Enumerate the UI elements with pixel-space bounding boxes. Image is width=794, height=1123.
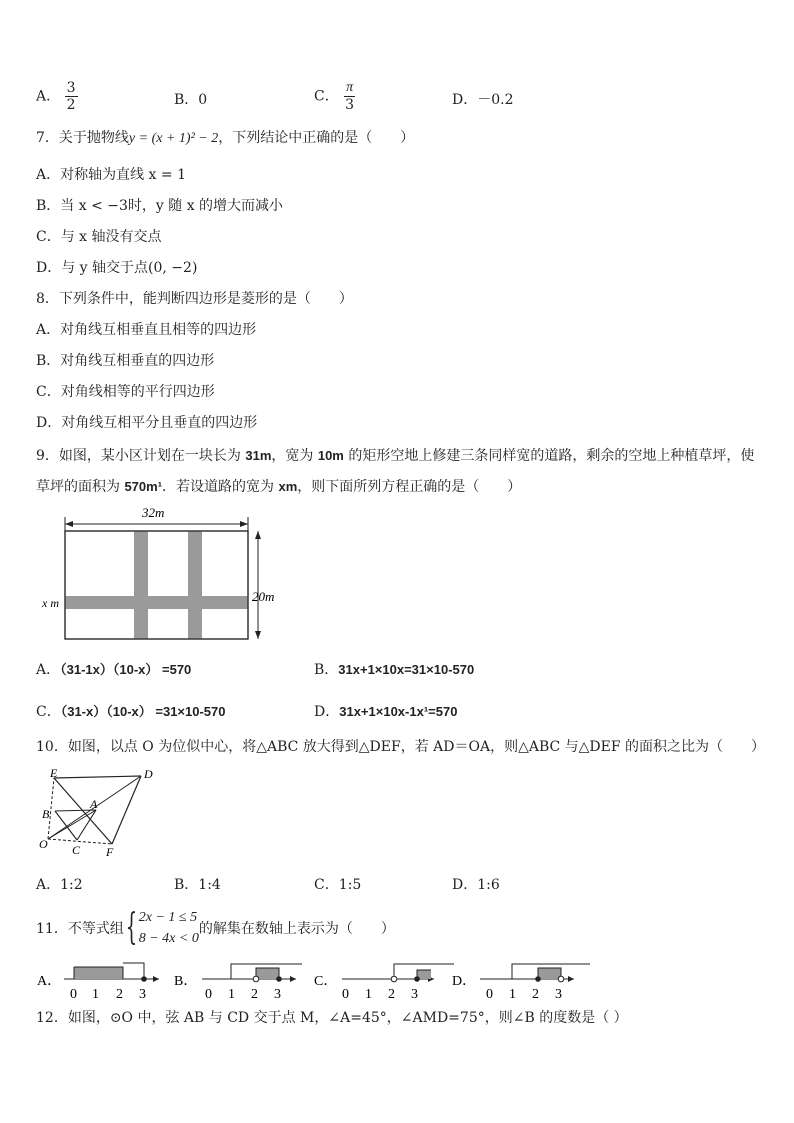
option-label: D． xyxy=(314,704,340,720)
point-F-label: F xyxy=(106,845,114,859)
q6-option-a xyxy=(36,80,78,113)
fraction xyxy=(65,80,78,113)
denominator: 3 xyxy=(345,97,355,113)
q11-stem xyxy=(36,906,395,950)
point-A-label: A xyxy=(90,797,98,811)
q9-stem-line1 xyxy=(36,446,754,466)
tick-label: 1 xyxy=(92,987,99,1002)
segment-BC xyxy=(55,811,77,840)
tick-label: 3 xyxy=(555,987,562,1002)
inequality-system xyxy=(139,907,199,949)
stem-text: 草坪的面积为 xyxy=(36,479,125,495)
system-brace: { xyxy=(125,907,138,948)
road-horizontal xyxy=(65,596,248,609)
stem-text: ，则下面所列方程正确的是（ ） xyxy=(297,479,522,495)
tick-label: 1 xyxy=(509,987,516,1002)
tick-label: 2 xyxy=(251,987,258,1002)
q9-option-c xyxy=(36,701,226,721)
arrowhead xyxy=(255,531,261,539)
arrowhead xyxy=(255,631,261,639)
inequality-1: 2x − 1 ≤ 5 xyxy=(138,910,198,925)
q8-option-a: A．对角线互相垂直且相等的四边形 xyxy=(36,322,257,338)
q8-option-d: D．对角线互相平分且垂直的四边形 xyxy=(36,415,258,431)
tick-label: 2 xyxy=(388,987,395,1002)
segment-ED xyxy=(54,776,141,778)
tick-label: 0 xyxy=(70,987,77,1002)
option-label: A． xyxy=(36,662,61,678)
option-label: D． xyxy=(452,92,478,108)
field-rect xyxy=(65,531,248,639)
shaded-region xyxy=(74,967,123,979)
q6-option-d xyxy=(452,89,514,109)
option-equation: 31x+1×10x=31×10-570 xyxy=(338,662,475,677)
q11-option-d xyxy=(452,964,590,1002)
solution-bracket xyxy=(123,963,144,979)
denominator: 2 xyxy=(66,97,76,113)
numerator: π xyxy=(346,80,354,95)
option-label: C． xyxy=(314,974,338,989)
option-equation: （31-x）（10-x） =31×10-570 xyxy=(60,704,226,719)
fraction xyxy=(343,80,356,113)
q7-option-b: B．当 x < −3时，y 随 x 的增大而减小 xyxy=(36,198,284,214)
open-point xyxy=(391,976,397,982)
open-point xyxy=(253,976,259,982)
point-O-label: O xyxy=(39,837,48,851)
stem-text: ，宽为 xyxy=(271,448,318,464)
q10-figure xyxy=(34,766,164,862)
tick-label: 0 xyxy=(342,987,349,1002)
stem-value: 570m¹ xyxy=(124,479,163,494)
option-label: A． xyxy=(37,974,62,989)
q8-stem: 8．下列条件中，能判断四边形是菱形的是（ ） xyxy=(36,291,353,307)
option-equation: 31x+1×10x-1x¹=570 xyxy=(339,704,458,719)
option-label: A． xyxy=(36,88,61,105)
tick-label: 1 xyxy=(228,987,235,1002)
point-B-label: B xyxy=(42,807,50,821)
numerator: 3 xyxy=(66,80,76,96)
closed-point xyxy=(276,976,282,982)
q7-option-d: D．与 y 轴交于点(0, −2) xyxy=(36,260,198,276)
stem-text: 的矩形空地上修建三条同样宽的道路，剩余的空地上种植草坪，使 xyxy=(343,448,755,464)
option-label: B． xyxy=(174,92,199,108)
stem-value: 10m xyxy=(317,448,344,463)
inequality-2: 8 − 4x < 0 xyxy=(138,931,199,946)
q12-stem: 12．如图，⊙O 中，弦 AB 与 CD 交于点 M，∠A=45°，∠AMD=75°，则∠B 的度数是（ ） xyxy=(36,1010,628,1026)
q8-option-b: B．对角线互相垂直的四边形 xyxy=(36,353,215,369)
option-label: C． xyxy=(314,88,339,105)
equation: y = (x + 1)² − 2 xyxy=(128,131,219,146)
stem-text: 11．不等式组 xyxy=(36,921,124,937)
closed-point xyxy=(141,976,147,982)
shaded-region xyxy=(538,968,561,979)
closed-point xyxy=(414,976,420,982)
tick-label: 3 xyxy=(411,987,418,1002)
width-label: 32m xyxy=(142,505,165,520)
axis-arrow xyxy=(153,976,159,982)
arrowhead xyxy=(240,521,248,527)
stem-text: 9．如图，某小区计划在一块长为 xyxy=(36,448,246,464)
arrowhead xyxy=(65,521,73,527)
q11-number-lines xyxy=(34,958,604,1002)
tick-label: 2 xyxy=(116,987,123,1002)
axis-arrow xyxy=(290,976,296,982)
road-vertical-1 xyxy=(134,531,148,639)
closed-point xyxy=(535,976,541,982)
option-equation: （31-1x）（10-x） =570 xyxy=(60,662,192,677)
q11-option-a xyxy=(37,963,159,1002)
stem-text: ．若设道路的宽为 xyxy=(162,479,279,495)
q10-option-c: C．1:5 xyxy=(314,877,362,893)
open-point xyxy=(558,976,564,982)
q10-option-b: B．1:4 xyxy=(174,877,221,893)
point-E-label: E xyxy=(50,766,58,780)
tick-label: 0 xyxy=(205,987,212,1002)
q7-stem xyxy=(36,128,414,149)
q8-option-c: C．对角线相等的平行四边形 xyxy=(36,384,215,400)
tick-label: 3 xyxy=(139,987,146,1002)
q6-option-c xyxy=(314,80,356,113)
axis-arrow xyxy=(568,976,574,982)
option-label: C． xyxy=(36,704,61,720)
q10-option-d: D．1:6 xyxy=(452,877,500,893)
q9-option-b xyxy=(314,659,474,679)
tick-label: 3 xyxy=(274,987,281,1002)
road-width-label: x m xyxy=(42,596,59,610)
option-value: －0.2 xyxy=(477,92,514,108)
height-label: 20m xyxy=(252,589,275,604)
point-C-label: C xyxy=(72,843,81,857)
stem-text: 7．关于抛物线 xyxy=(36,130,129,146)
stem-text: ，下列结论中正确的是（ ） xyxy=(218,130,415,146)
road-vertical-2 xyxy=(188,531,202,639)
q6-option-b xyxy=(174,89,207,109)
tick-label: 1 xyxy=(365,987,372,1002)
q9-option-a xyxy=(36,659,191,679)
point-D-label: D xyxy=(144,767,153,781)
option-label: B． xyxy=(314,662,339,678)
q11-option-c xyxy=(314,964,454,1002)
q9-figure xyxy=(30,500,290,648)
q7-option-c: C．与 x 轴没有交点 xyxy=(36,229,162,245)
option-label: B． xyxy=(174,974,198,989)
q10-stem: 10．如图，以点 O 为位似中心，将△ABC 放大得到△DEF，若 AD＝OA，则△ABC 与△DEF 的面积之比为（ ） xyxy=(36,739,766,755)
option-value: 0 xyxy=(198,92,208,108)
shaded-region xyxy=(256,968,279,979)
q11-option-b xyxy=(174,964,302,1002)
q9-option-d xyxy=(314,701,457,721)
q7-option-a: A．对称轴为直线 x = 1 xyxy=(36,167,186,183)
tick-label: 2 xyxy=(532,987,539,1002)
q10-option-a: A．1:2 xyxy=(36,877,83,893)
stem-value: xm xyxy=(278,479,298,494)
stem-text: 的解集在数轴上表示为（ ） xyxy=(198,921,395,937)
stem-value: 31m xyxy=(245,448,272,463)
tick-label: 0 xyxy=(486,987,493,1002)
q9-stem-line2 xyxy=(36,477,521,497)
option-label: D． xyxy=(452,974,477,989)
